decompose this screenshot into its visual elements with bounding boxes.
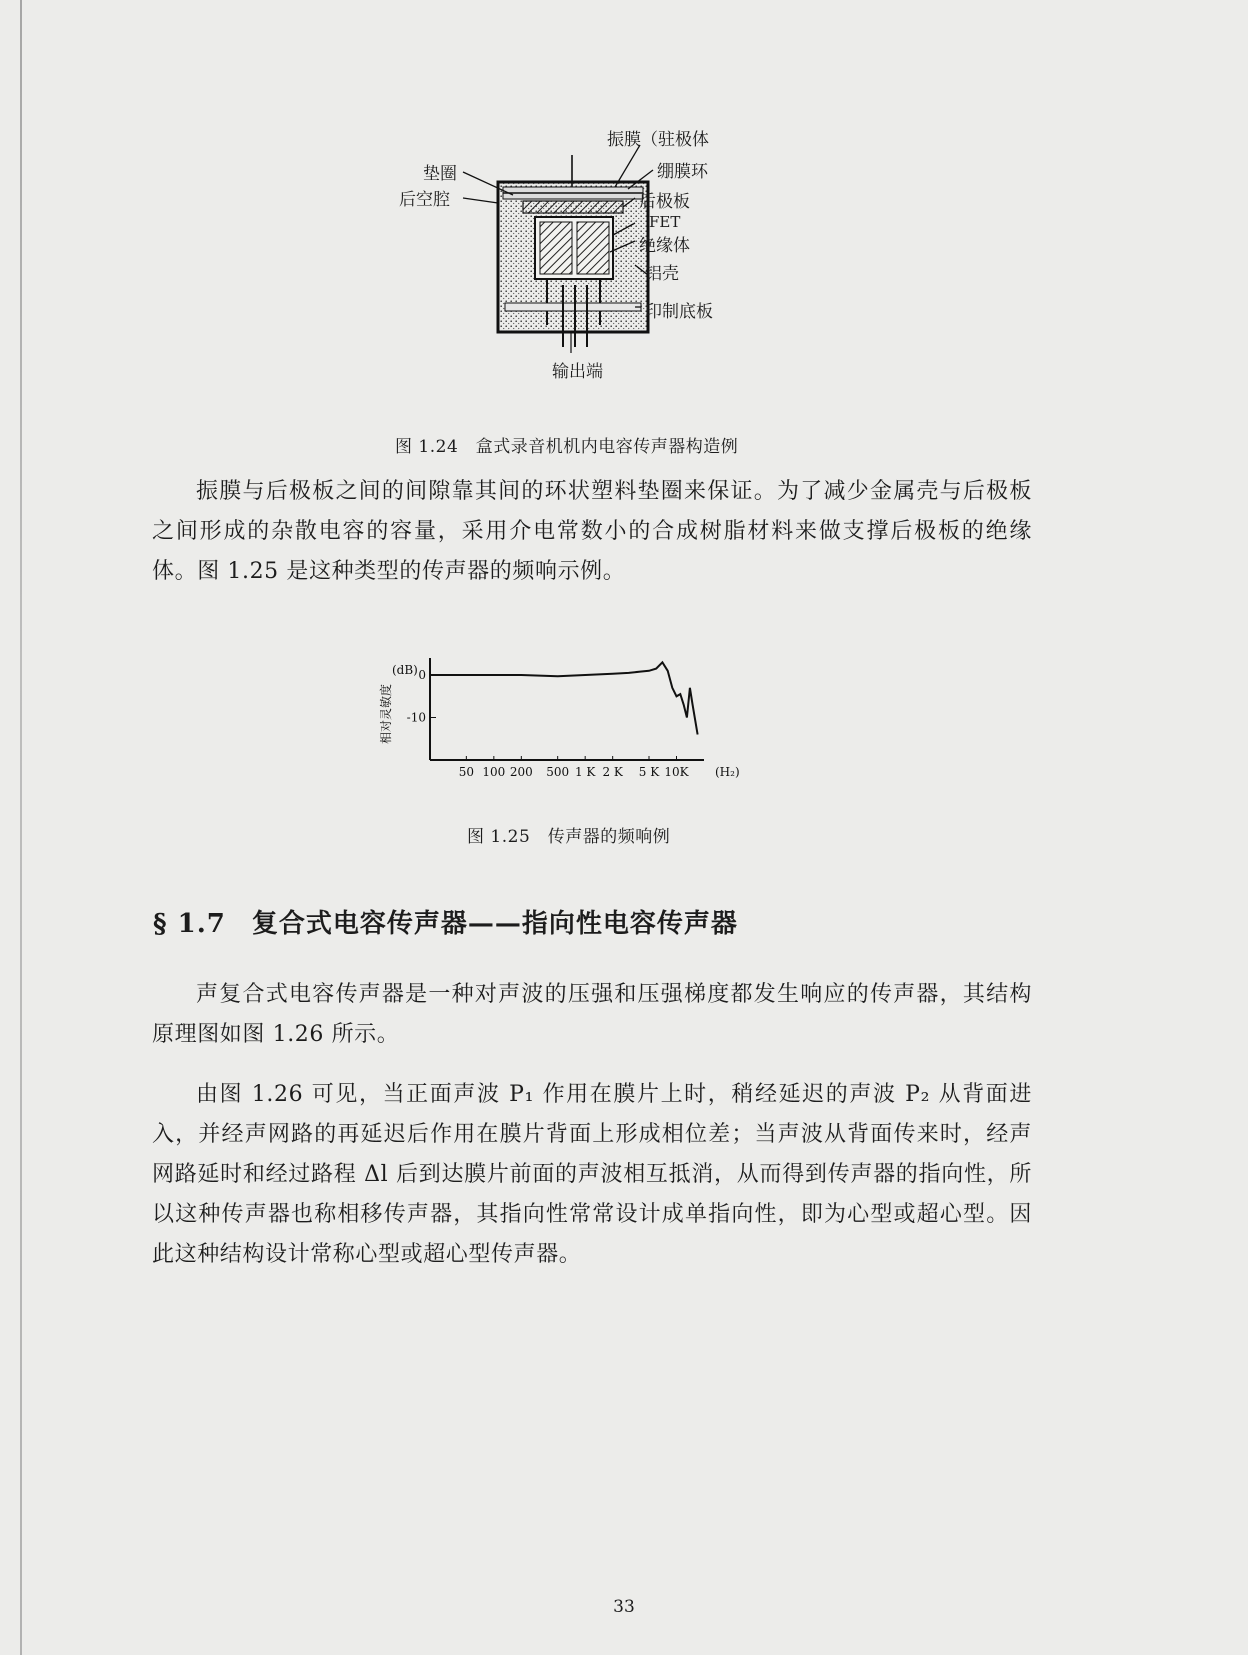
page-number: 33 — [613, 1597, 635, 1617]
scan-edge-line — [20, 0, 22, 1655]
figure-1-25-caption: 图 1.25 传声器的频响例 — [467, 827, 671, 847]
y-unit: (dB) — [392, 663, 418, 677]
label-gasket: 垫圈 — [423, 164, 457, 184]
figure-1-24-caption: 图 1.24 盒式录音机机内电容传声器构造例 — [395, 437, 739, 457]
x-tick-label: 10K — [664, 765, 689, 779]
x-tick-label: 2 K — [602, 765, 623, 779]
label-pcb: 印制底板 — [645, 302, 713, 322]
x-tick-label: 1 K — [574, 765, 596, 779]
x-tick-label: 200 — [509, 765, 533, 779]
paragraph-3: 由图 1.26 可见，当正面声波 P₁ 作用在膜片上时，稍经延迟的声波 P₂ 从背面进入，并经声网路的再延迟后作用在膜片背面上形成相位差；当声波从背面传来时，经声网路延时和经过路程 Δl 后到达膜片前面的声波相互抵消，从而得到传声器的指向性，所以这种传声器也称相移传声器，其指向性常常设计成单指向性，即为心型或超心型。因此这种结构设计常称心型或超心型传声器。 — [152, 1082, 1032, 1267]
section-heading — [153, 903, 738, 940]
label-fet: FET — [649, 213, 681, 231]
label-tension-ring: 绷膜环 — [657, 162, 708, 182]
paragraph-2: 声复合式电容传声器是一种对声波的压强和压强梯度都发生响应的传声器，其结构原理图如图 1.26 所示。 — [152, 982, 1032, 1047]
figure-1-24 — [395, 125, 765, 385]
y-tick-label: 0 — [418, 668, 426, 682]
y-axis-label: 相对灵敏度 — [379, 683, 393, 744]
label-aluminum-shell: 铝壳 — [645, 264, 679, 284]
frequency-response-line — [430, 662, 698, 734]
x-tick-label: 500 — [546, 765, 570, 779]
label-diaphragm: 振膜（驻极体 — [607, 130, 709, 150]
section-number: § 1.7 — [153, 909, 226, 939]
label-back-plate: 后极板 — [639, 192, 690, 212]
x-unit: (H₂) — [715, 765, 740, 779]
figure-1-25-chart — [378, 652, 788, 782]
section-title: 复合式电容传声器——指向性电容传声器 — [251, 909, 738, 939]
frequency-response-chart — [378, 652, 788, 782]
x-tick-label: 50 — [458, 765, 474, 779]
label-insulator: 绝缘体 — [639, 236, 690, 256]
label-output: 输出端 — [552, 362, 603, 382]
y-tick-label: -10 — [406, 710, 426, 725]
paragraph-1: 振膜与后极板之间的间隙靠其间的环状塑料垫圈来保证。为了减少金属壳与后极板之间形成的杂散电容的容量，采用介电常数小的合成树脂材料来做支撑后极板的绝缘体。图 1.25 是这种类型的传声器的频响示例。 — [152, 479, 1032, 584]
label-back-cavity: 后空腔 — [399, 190, 450, 210]
x-tick-label: 5 K — [638, 765, 660, 779]
x-tick-label: 100 — [482, 765, 506, 779]
